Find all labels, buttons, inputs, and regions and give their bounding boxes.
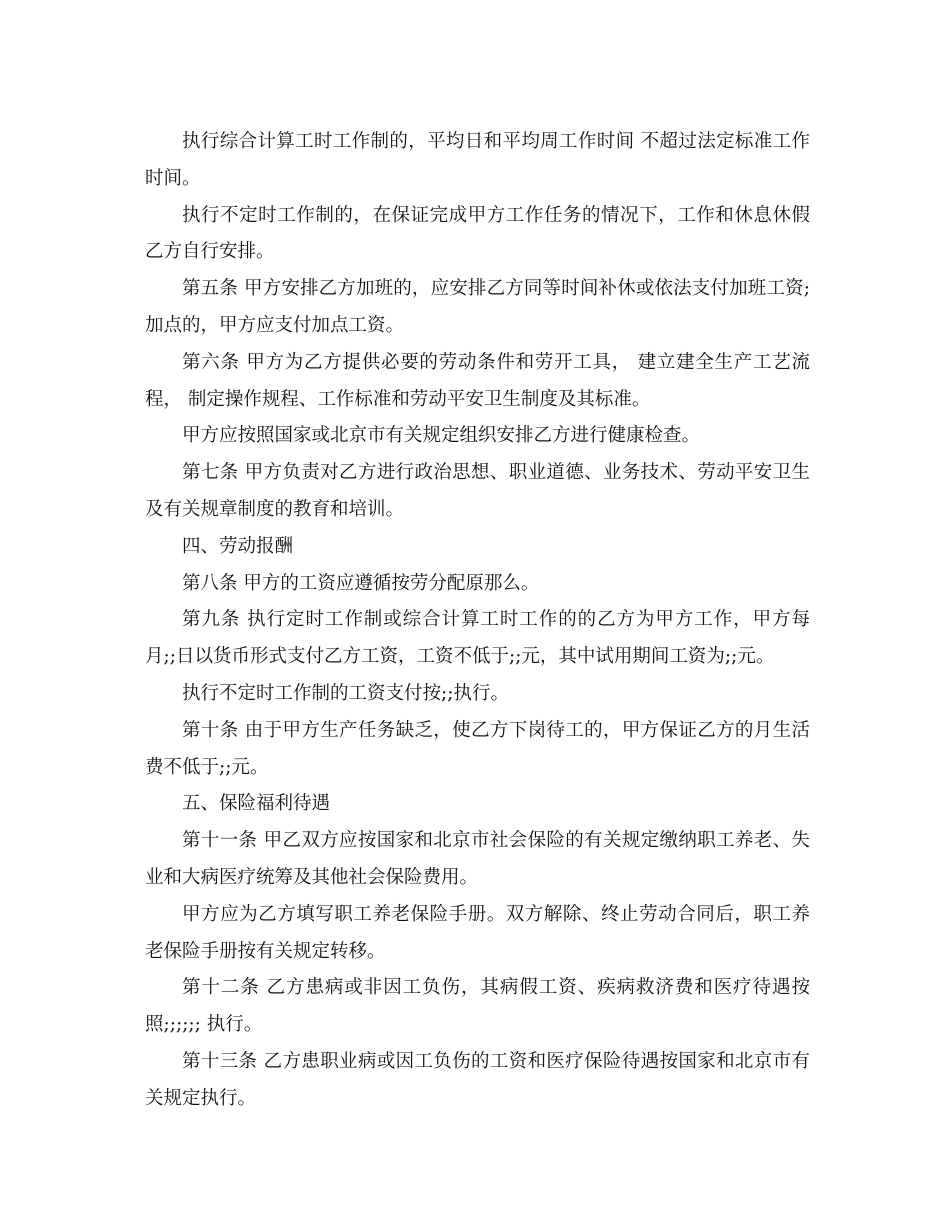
paragraph-pension-book: 甲方应为乙方填写职工养老保险手册。双方解除、终止劳动合同后，职工养老保险手册按有关规定转移。 (145, 903, 810, 962)
paragraph-article-11: 第十一条 甲乙双方应按国家和北京市社会保险的有关规定缴纳职工养老、失业和大病医疗统筹及其他社会保险费用。 (145, 830, 810, 888)
paragraph-article-13: 第十三条 乙方患职业病或因工负伤的工资和医疗保险待遇按国家和北京市有关规定执行。 (145, 1050, 810, 1109)
paragraph-article-6: 第六条 甲方为乙方提供必要的劳动条件和劳开工具， 建立建全生产工艺流程， 制定操作规程、工作标准和劳动平安卫生制度及其标准。 (145, 351, 810, 410)
paragraph-flexible-hours: 执行不定时工作制的，在保证完成甲方工作任务的情况下，工作和休息休假乙方自行安排。 (145, 204, 810, 263)
document-body (145, 124, 810, 1118)
section-heading-remuneration: 四、劳动报酬 (182, 535, 294, 557)
paragraph-article-10: 第十条 由于甲方生产任务缺乏，使乙方下岗待工的，甲方保证乙方的月生活费不低于;;元。 (145, 719, 810, 778)
section-heading-insurance: 五、保险福利待遇 (182, 793, 331, 815)
paragraph-comprehensive-hours: 执行综合计算工时工作制的，平均日和平均周工作时间 不超过法定标准工作时间。 (145, 131, 810, 189)
paragraph-article-7: 第七条 甲方负责对乙方进行政治思想、职业道德、业务技术、劳动平安卫生及有关规章制度的教育和培训。 (145, 462, 810, 520)
paragraph-article-12: 第十二条 乙方患病或非因工负伤，其病假工资、疾病救济费和医疗待遇按照;;;;;; 执行。 (145, 977, 810, 1036)
paragraph-article-5: 第五条 甲方安排乙方加班的，应安排乙方同等时间补休或依法支付加班工资;加点的，甲方应支付加点工资。 (145, 278, 810, 336)
paragraph-flexible-pay: 执行不定时工作制的工资支付按;;执行。 (182, 682, 509, 704)
paragraph-health-check: 甲方应按照国家或北京市有关规定组织安排乙方进行健康检查。 (182, 425, 701, 447)
paragraph-article-8: 第八条 甲方的工资应遵循按劳分配原那么。 (182, 572, 540, 594)
paragraph-article-9: 第九条 执行定时工作制或综合计算工时工作的的乙方为甲方工作，甲方每月;;日以货币形式支付乙方工资，工资不低于;;元，其中试用期间工资为;;元。 (145, 609, 810, 668)
